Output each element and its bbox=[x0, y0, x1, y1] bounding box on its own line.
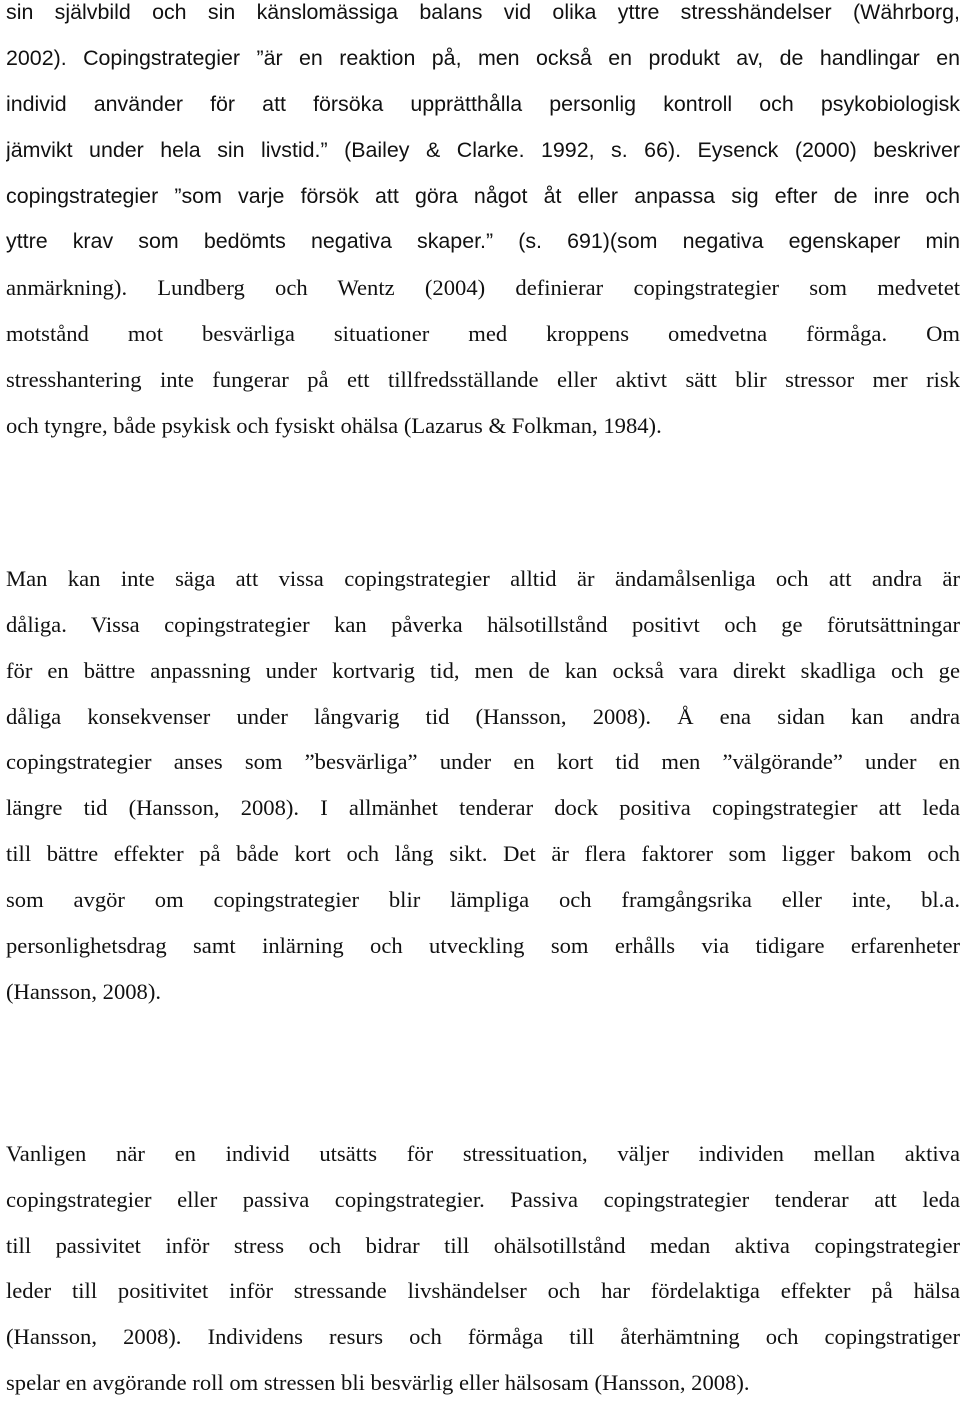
text-line: (Hansson, 2008). Individens resurs och förmåga till återhämtning och copingstratiger bbox=[6, 1324, 960, 1350]
paragraph-gap bbox=[6, 1015, 960, 1131]
text-line: längre tid (Hansson, 2008). I allmänhet tenderar dock positiva copingstrategier att leda bbox=[6, 795, 960, 821]
text-line: copingstrategier anses som ”besvärliga” under en kort tid men ”välgörande” under en bbox=[6, 749, 960, 775]
text-line: jämvikt under hela sin livstid.” (Bailey & Clarke. 1992, s. 66). Eysenck (2000) beskriver bbox=[6, 137, 960, 162]
text-line: motstånd mot besvärliga situationer med kroppens omedvetna förmåga. Om bbox=[6, 321, 960, 347]
text-line: och tyngre, både psykisk och fysiskt ohälsa (Lazarus & Folkman, 1984). bbox=[6, 413, 662, 439]
text-line: leder till positivitet inför stressande livshändelser och har fördelaktiga effekter på hälsa bbox=[6, 1278, 960, 1304]
paragraph-3 bbox=[6, 1131, 960, 1406]
text-line: anmärkning). Lundberg och Wentz (2004) definierar copingstrategier som medvetet bbox=[6, 275, 960, 301]
text-line: yttre krav som bedömts negativa skaper.” (s. 691)(som negativa egenskaper min bbox=[6, 229, 960, 254]
text-line: till bättre effekter på både kort och lång sikt. Det är flera faktorer som ligger bakom och bbox=[6, 841, 960, 867]
paragraph-1 bbox=[6, 0, 960, 449]
text-line: sin självbild och sin känslomässiga balans vid olika yttre stresshändelser (Währborg, bbox=[6, 0, 960, 24]
text-line: dåliga konsekvenser under långvarig tid (Hansson, 2008). Å ena sidan kan andra bbox=[6, 703, 960, 729]
text-line: copingstrategier eller passiva copingstrategier. Passiva copingstrategier tenderar att leda bbox=[6, 1186, 960, 1212]
text-line: till passivitet inför stress och bidrar till ohälsotillstånd medan aktiva copingstrategier bbox=[6, 1232, 960, 1258]
text-line: för en bättre anpassning under kortvarig tid, men de kan också vara direkt skadliga och ge bbox=[6, 657, 960, 683]
paragraph-gap bbox=[6, 449, 960, 556]
text-line: 2002). Copingstrategier ”är en reaktion på, men också en produkt av, de handlingar en bbox=[6, 45, 960, 70]
text-line: Man kan inte säga att vissa copingstrategier alltid är ändamålsenliga och att andra är bbox=[6, 565, 960, 591]
text-line: som avgör om copingstrategier blir lämpliga och framgångsrika eller inte, bl.a. bbox=[6, 887, 960, 913]
text-line: Vanligen när en individ utsätts för stressituation, väljer individen mellan aktiva bbox=[6, 1140, 960, 1166]
text-line: (Hansson, 2008). bbox=[6, 978, 162, 1004]
text-line: dåliga. Vissa copingstrategier kan påverka hälsotillstånd positivt och ge förutsättningar bbox=[6, 611, 960, 637]
text-line: personlighetsdrag samt inlärning och utveckling som erhålls via tidigare erfarenheter bbox=[6, 933, 960, 959]
text-line: spelar en avgörande roll om stressen bli besvärlig eller hälsosam (Hansson, 2008). bbox=[6, 1370, 750, 1396]
document-page bbox=[6, 0, 960, 1406]
text-line: copingstrategier ”som varje försök att göra något åt eller anpassa sig efter de inre och bbox=[6, 183, 960, 208]
text-line: individ använder för att försöka upprätthålla personlig kontroll och psykobiologisk bbox=[6, 91, 960, 116]
paragraph-2 bbox=[6, 556, 960, 1015]
text-line: stresshantering inte fungerar på ett tillfredsställande eller aktivt sätt blir stressor mer risk bbox=[6, 367, 960, 393]
